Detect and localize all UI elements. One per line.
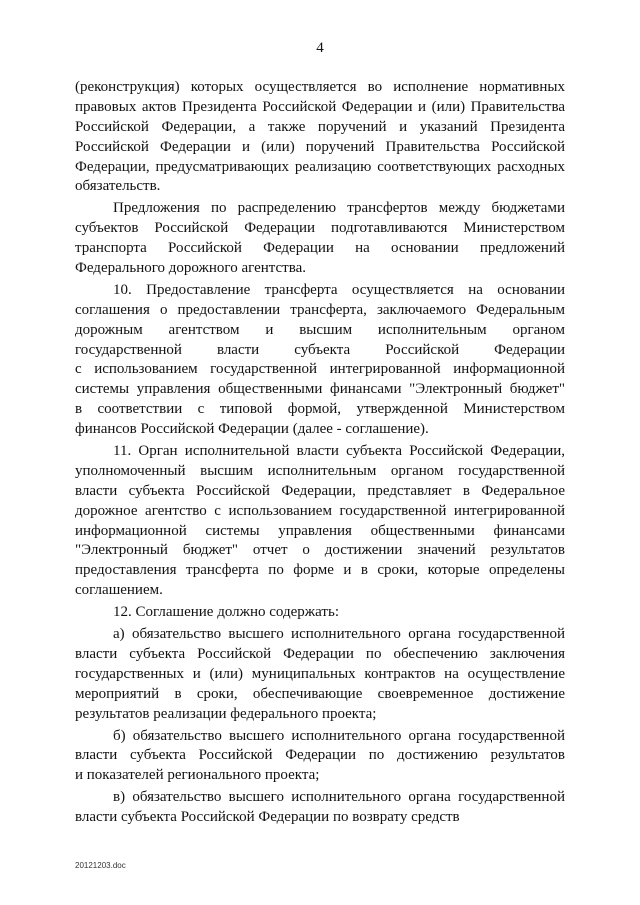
- text-line: результатов реализации федерального проекта;: [75, 705, 377, 722]
- paragraph: [75, 199, 565, 279]
- text-line: обязательств.: [75, 178, 161, 195]
- text-line: Федерации, предусматривающих реализацию соответствующих расходных: [75, 158, 565, 175]
- text-line: власти субъекта Российской Федерации по возврату средств: [75, 809, 460, 826]
- text-line: 10. Предоставление трансферта осуществляется на основании: [113, 281, 565, 298]
- text-line: "Электронный бюджет" отчет о достижении значений результатов: [75, 542, 565, 559]
- text-line: соглашения о предоставлении трансферта, заключаемого Федеральным: [75, 301, 565, 318]
- text-line: 12. Соглашение должно содержать:: [113, 604, 339, 621]
- text-line: субъектов Российской Федерации подготавливаются Министерством: [75, 220, 565, 237]
- text-line: б) обязательство высшего исполнительного органа государственной: [113, 727, 565, 744]
- paragraph: [75, 727, 565, 787]
- text-line: Предложения по распределению трансфертов между бюджетами: [113, 200, 565, 217]
- paragraph: [75, 625, 565, 724]
- paragraph: [75, 281, 565, 440]
- text-line: правовых актов Президента Российской Федерации и (или) Правительства: [75, 98, 565, 115]
- text-line: в) обязательство высшего исполнительного органа государственной: [113, 789, 565, 806]
- text-line: системы управления общественными финансами "Электронный бюджет": [75, 381, 565, 398]
- text-line: в соответствии с типовой формой, утвержденной Министерством: [75, 401, 565, 418]
- text-line: финансов Российской Федерации (далее - соглашение).: [75, 421, 429, 438]
- text-line: власти субъекта Российской Федерации по обеспечению заключения: [75, 645, 565, 662]
- text-line: власти субъекта Российской Федерации, представляет в Федеральное: [75, 482, 565, 499]
- text-line: соглашением.: [75, 582, 163, 599]
- document-body: [75, 78, 565, 828]
- text-line: власти субъекта Российской Федерации по достижению результатов: [75, 747, 565, 764]
- text-line: дорожное агентство с использованием государственной интегрированной: [75, 502, 565, 519]
- text-line: а) обязательство высшего исполнительного органа государственной: [113, 626, 565, 643]
- text-line: (реконструкция) которых осуществляется во исполнение нормативных: [75, 79, 565, 95]
- text-line: Российской Федерации и (или) поручений Правительства Российской: [75, 138, 565, 155]
- text-line: дорожным агентством и высшим исполнительным органом: [75, 321, 565, 338]
- page-number: 4: [316, 40, 324, 56]
- text-line: мероприятий в сроки, обеспечивающие своевременное достижение: [75, 685, 565, 702]
- text-line: государственных и (или) муниципальных контрактов на осуществление: [75, 665, 565, 682]
- paragraph: [75, 78, 565, 197]
- text-line: и показателей регионального проекта;: [75, 767, 320, 784]
- paragraph: [75, 603, 565, 623]
- footer-filename: 20121203.doc: [75, 861, 126, 870]
- text-line: транспорта Российской Федерации на основании предложений: [75, 240, 565, 257]
- paragraph: [75, 788, 565, 828]
- text-line: Федерального дорожного агентства.: [75, 260, 306, 277]
- paragraph: [75, 442, 565, 601]
- text-line: предоставления трансферта по форме и в сроки, которые определены: [75, 562, 565, 579]
- text-line: государственной власти субъекта Российской Федерации: [75, 341, 565, 358]
- text-line: информационной системы управления общественными финансами: [75, 522, 565, 539]
- text-line: 11. Орган исполнительной власти субъекта Российской Федерации,: [113, 443, 565, 460]
- text-line: с использованием государственной интегрированной информационной: [75, 361, 565, 378]
- text-line: Российской Федерации, а также поручений и указаний Президента: [75, 118, 565, 135]
- text-line: уполномоченный высшим исполнительным органом государственной: [75, 462, 565, 479]
